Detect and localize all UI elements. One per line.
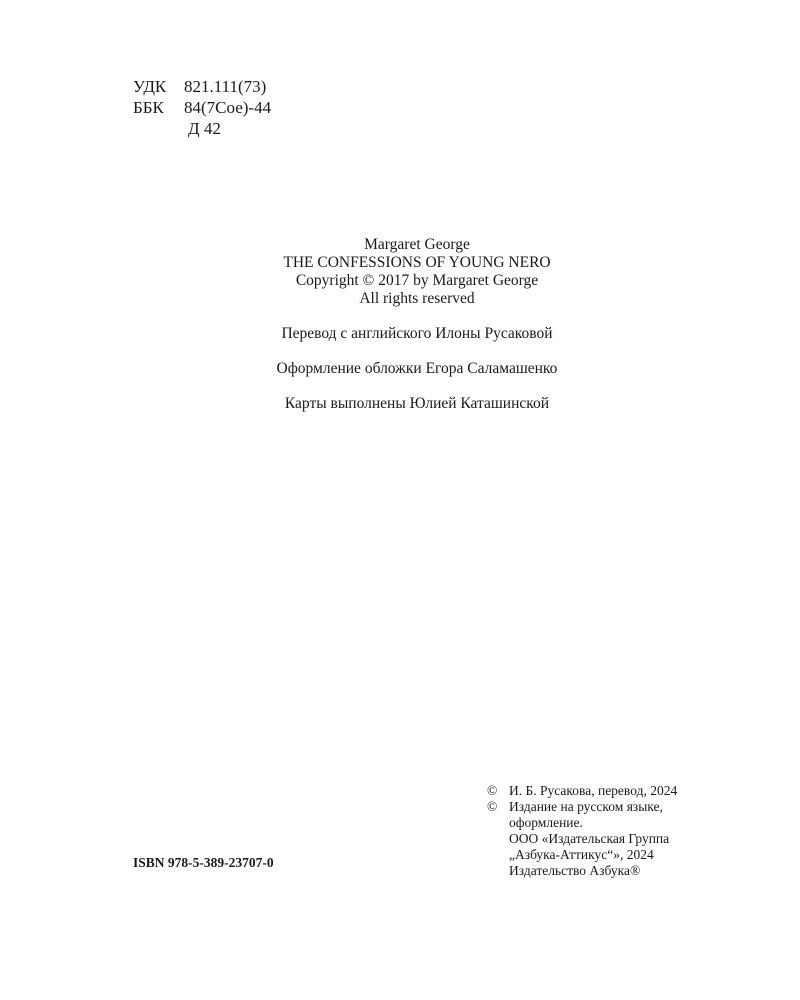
copyright-symbol: ©	[487, 799, 498, 814]
bbk-row	[133, 97, 271, 118]
edition-credits	[0, 236, 800, 413]
udk-row	[133, 76, 271, 97]
bbk-label: ББК	[133, 98, 164, 117]
rights-reserved: All rights reserved	[359, 290, 475, 307]
isbn: ISBN 978-5-389-23707-0	[133, 855, 274, 870]
original-copyright: Copyright © 2017 by Margaret George	[295, 272, 539, 289]
publisher-line: ООО «Издательская Группа	[509, 831, 670, 846]
translation-copyright	[487, 783, 677, 799]
author-mark: Д 42	[188, 119, 221, 138]
maps-credit: Карты выполнены Юлией Каташинской	[284, 395, 550, 412]
edition-copyright	[487, 799, 677, 815]
library-classification	[133, 76, 271, 139]
edition-copyright-text: Издание на русском языке,	[509, 799, 663, 814]
translation-copyright-text: И. Б. Русакова, перевод, 2024	[509, 783, 678, 798]
translation-credit: Перевод с английского Илоны Русаковой	[281, 325, 553, 342]
edition-copyright-continued: оформление.	[509, 815, 583, 830]
publisher-line-continued: „Азбука-Аттикус“», 2024	[509, 847, 654, 862]
udk-value: 821.111(73)	[184, 77, 267, 96]
original-author: Margaret George	[364, 236, 470, 253]
imprint-line: Издательство Азбука®	[509, 863, 641, 878]
author-mark-row	[133, 118, 271, 139]
udk-label: УДК	[133, 77, 167, 96]
cover-design-credit: Оформление обложки Егора Саламашенко	[276, 360, 558, 377]
original-title: THE CONFESSIONS OF YOUNG NERO	[283, 254, 551, 271]
bbk-value: 84(7Сое)-44	[184, 98, 272, 117]
copyright-symbol: ©	[487, 783, 498, 798]
copyright-notices	[487, 783, 677, 879]
